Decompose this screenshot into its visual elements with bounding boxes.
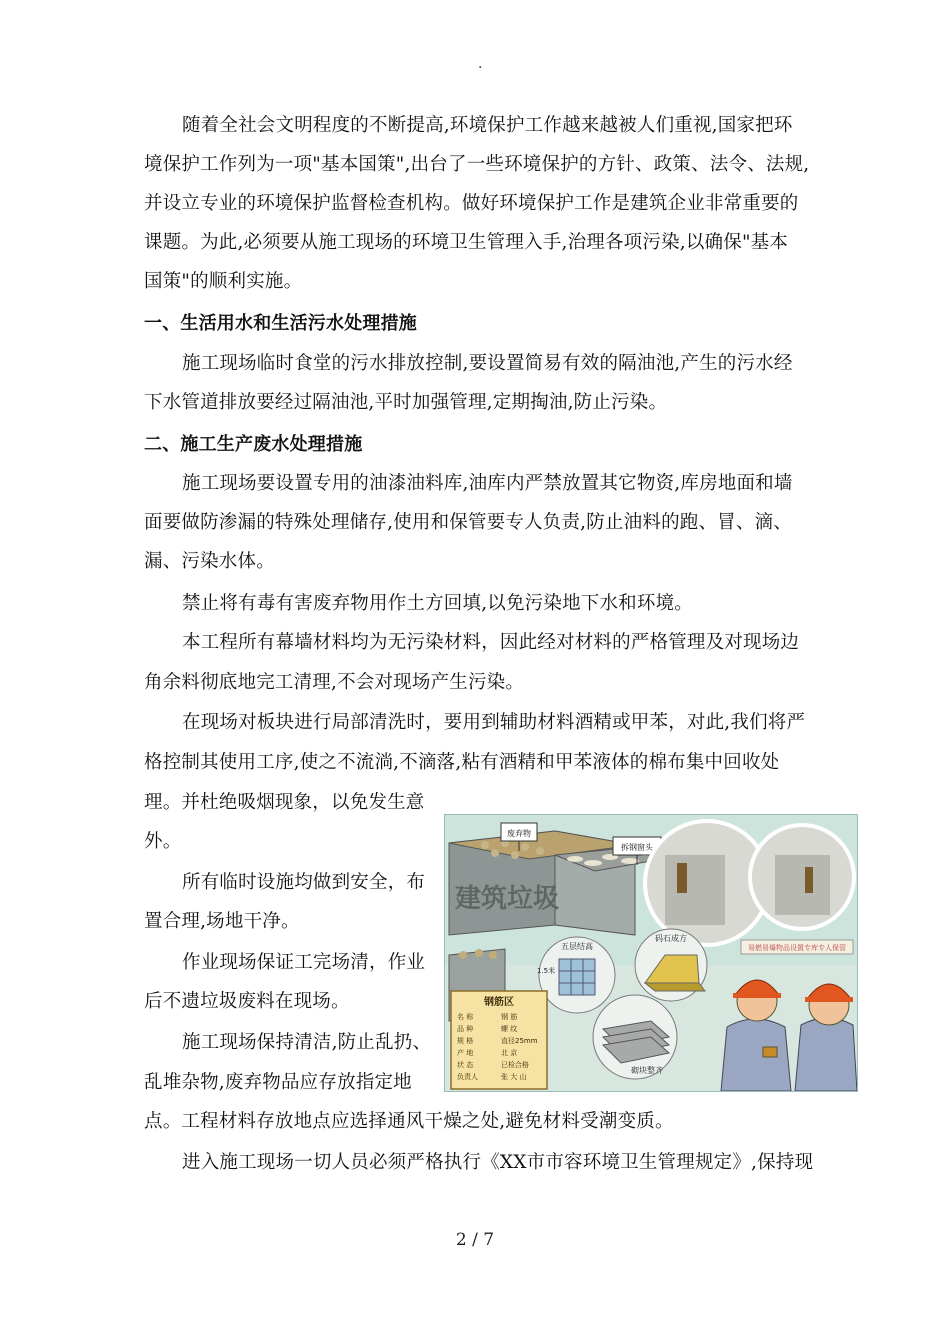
board-row-1-key: 名 称 xyxy=(457,1013,474,1021)
p5-line-4: 外。 xyxy=(144,831,182,852)
intro-line-4: 课题。为此,必须要从施工现场的环境卫生管理入手,治理各项污染,以确保"基本 xyxy=(144,232,789,253)
board-row-5-key: 状 态 xyxy=(457,1061,474,1069)
p8-line-3: 点。工程材料存放地点应选择通风干燥之处,避免材料受潮变质。 xyxy=(144,1111,674,1132)
p2-line-3: 漏、污染水体。 xyxy=(144,551,275,572)
board-row-6-val: 张 大 山 xyxy=(501,1073,527,1081)
sign-left: 废弃物 xyxy=(507,829,531,838)
intro-line-5: 国策"的顺利实施。 xyxy=(144,271,303,292)
label-b: 码石成方 xyxy=(655,934,687,943)
intro-line-3: 并设立专业的环境保护监督检查机构。做好环境保护工作是建筑企业非常重要的 xyxy=(144,193,799,214)
label-c: 砌块整齐 xyxy=(631,1066,663,1075)
p2-line-1: 施工现场要设置专用的油漆油料库,油库内严禁放置其它物资,库房地面和墙 xyxy=(182,473,793,494)
construction-site-illustration xyxy=(444,814,858,1092)
p4-line-1: 本工程所有幕墙材料均为无污染材料，因此经对材料的严格管理及对现场边 xyxy=(182,632,800,653)
board-row-4-val: 北 京 xyxy=(501,1049,518,1057)
p6-line-2: 置合理,场地干净。 xyxy=(144,911,300,932)
label-a: 五层结高 xyxy=(561,942,593,951)
board-title: 钢筋区 xyxy=(484,997,514,1008)
section-heading-1: 一、生活用水和生活污水处理措施 xyxy=(144,313,417,334)
board-row-5-val: 已检合格 xyxy=(501,1061,529,1069)
p5-line-3: 理。并杜绝吸烟现象，以免发生意 xyxy=(144,792,425,813)
height-mark: 1.5米 xyxy=(537,967,556,975)
board-row-1-val: 钢 筋 xyxy=(501,1013,518,1021)
banner-text: 易燃易爆物品设置专库专人保管 xyxy=(748,944,846,952)
board-row-6-key: 负责人 xyxy=(457,1073,478,1081)
p1-line-1: 施工现场临时食堂的污水排放控制,要设置简易有效的隔油池,产生的污水经 xyxy=(182,353,793,374)
intro-line-1: 随着全社会文明程度的不断提高,环境保护工作越来越被人们重视,国家把环 xyxy=(182,115,793,136)
p7-line-1: 作业现场保证工完场清，作业 xyxy=(182,952,426,973)
bin-text: 建筑垃圾 xyxy=(455,884,560,914)
page-number: 2 / 7 xyxy=(455,1230,495,1250)
intro-line-2: 境保护工作列为一项"基本国策",出台了一些环境保护的方针、政策、法令、法规, xyxy=(144,154,810,175)
p2-line-2: 面要做防渗漏的特殊处理储存,使用和保管要专人负责,防止油料的跑、冒、滴、 xyxy=(144,512,792,533)
board-row-3-val: 直径25mm xyxy=(501,1037,538,1045)
p7-line-2: 后不遗垃圾废料在现场。 xyxy=(144,991,350,1012)
p5-line-1: 在现场对板块进行局部清洗时，要用到辅助材料酒精或甲苯，对此,我们将严 xyxy=(182,712,806,733)
section-heading-2: 二、施工生产废水处理措施 xyxy=(144,434,363,455)
board-row-4-key: 产 地 xyxy=(457,1049,474,1057)
p3-line-1: 禁止将有毒有害废弃物用作土方回填,以免污染地下水和环境。 xyxy=(182,593,693,614)
board-row-2-key: 品 种 xyxy=(457,1025,474,1033)
p9-line-1: 进入施工现场一切人员必须严格执行《XX市市容环境卫生管理规定》,保持现 xyxy=(182,1152,814,1173)
board-row-2-val: 螺 纹 xyxy=(501,1025,518,1033)
board-row-3-key: 规 格 xyxy=(457,1037,474,1045)
sign-right: 拆钢窗头 xyxy=(621,843,653,852)
p5-line-2: 格控制其使用工序,使之不流淌,不滴落,粘有酒精和甲苯液体的棉布集中回收处 xyxy=(144,752,780,773)
p6-line-1: 所有临时设施均做到安全，布 xyxy=(182,872,426,893)
header-mark: . xyxy=(478,56,483,72)
p4-line-2: 角余料彻底地完工清理,不会对现场产生污染。 xyxy=(144,672,525,693)
p8-line-1: 施工现场保持清洁,防止乱扔、 xyxy=(182,1032,432,1053)
p8-line-2: 乱堆杂物,废弃物品应存放指定地 xyxy=(144,1072,412,1093)
p1-line-2: 下水管道排放要经过隔油池,平时加强管理,定期掏油,防止污染。 xyxy=(144,392,668,413)
